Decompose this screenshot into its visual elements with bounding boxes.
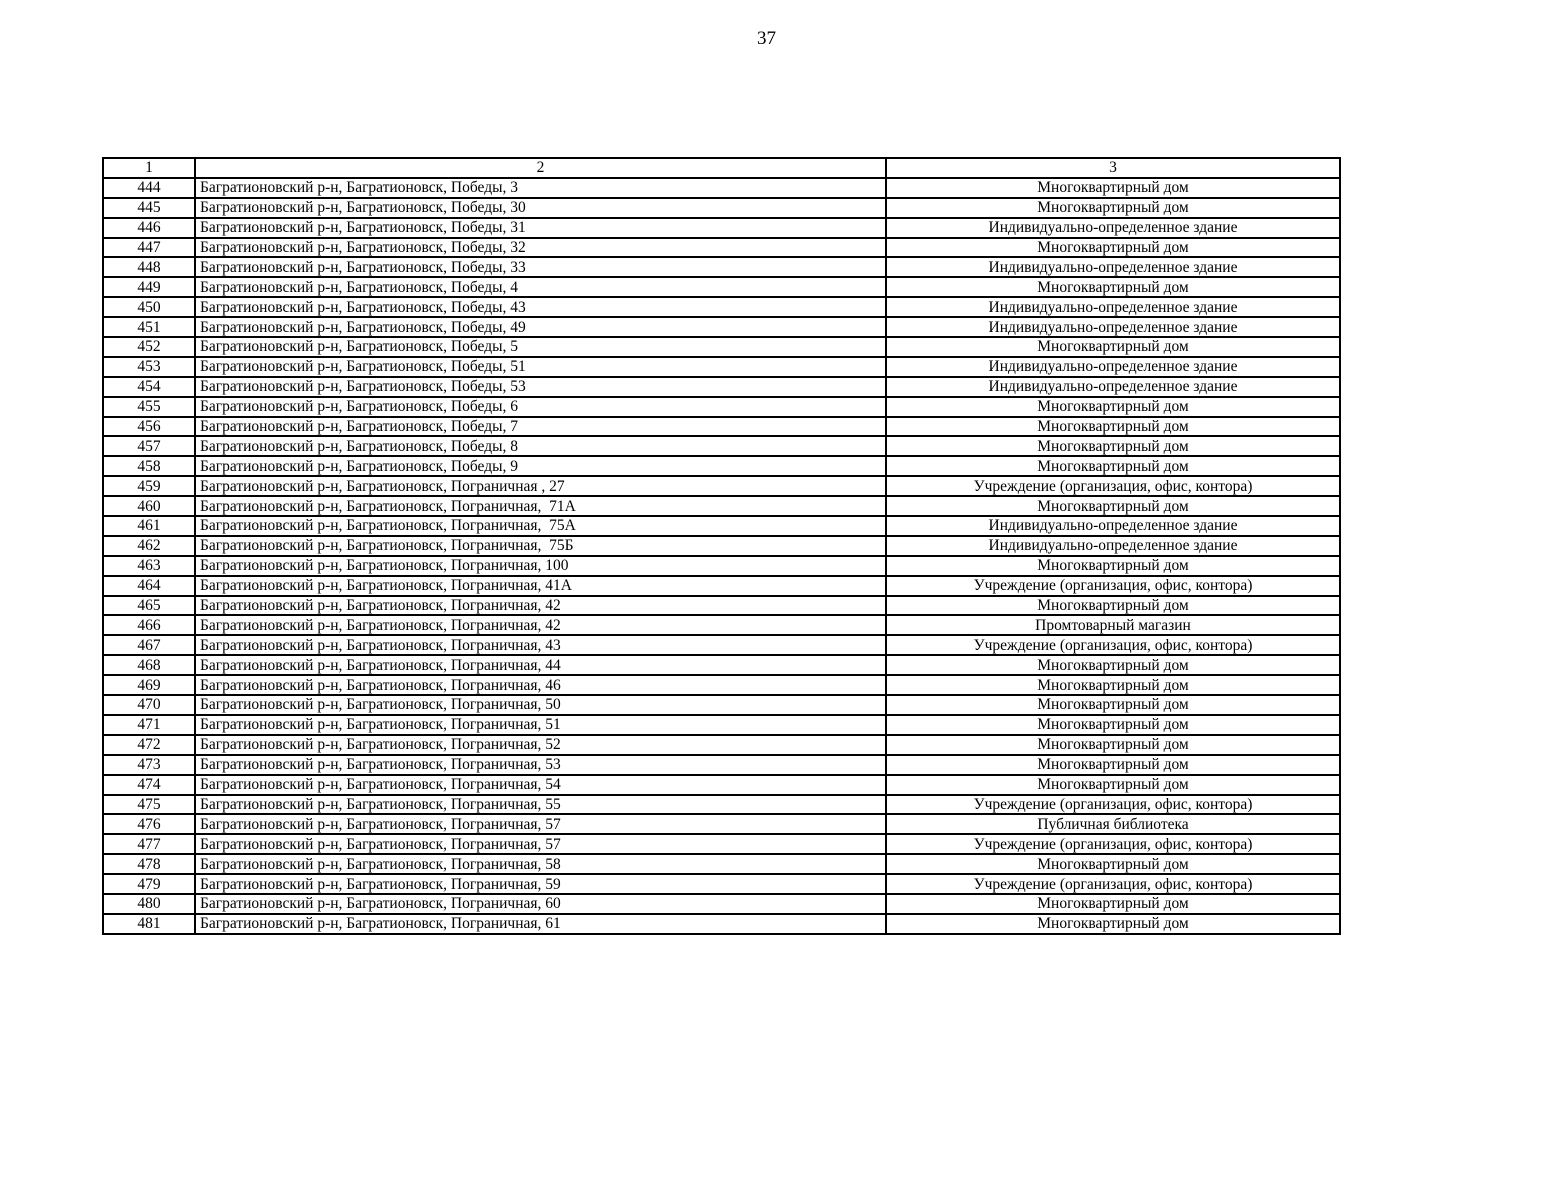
row-number-cell: 448: [103, 257, 195, 277]
row-number-cell: 470: [103, 695, 195, 715]
building-type-cell: Многоквартирный дом: [886, 675, 1340, 695]
building-type-cell: Многоквартирный дом: [886, 894, 1340, 914]
address-cell: Багратионовский р-н, Багратионовск, Пограничная, 51: [195, 715, 886, 735]
building-type-cell: Многоквартирный дом: [886, 735, 1340, 755]
address-cell: Багратионовский р-н, Багратионовск, Победы, 3: [195, 178, 886, 198]
address-cell: Багратионовский р-н, Багратионовск, Победы, 31: [195, 218, 886, 238]
building-type-cell: Многоквартирный дом: [886, 397, 1340, 417]
row-number-cell: 466: [103, 615, 195, 635]
row-number-cell: 456: [103, 417, 195, 437]
building-type-cell: Учреждение (организация, офис, контора): [886, 476, 1340, 496]
address-cell: Багратионовский р-н, Багратионовск, Пограничная, 53: [195, 755, 886, 775]
row-number-cell: 477: [103, 834, 195, 854]
address-cell: Багратионовский р-н, Багратионовск, Победы, 30: [195, 198, 886, 218]
address-cell: Багратионовский р-н, Багратионовск, Пограничная, 41А: [195, 576, 886, 596]
row-number-cell: 472: [103, 735, 195, 755]
row-number-cell: 444: [103, 178, 195, 198]
address-cell: Багратионовский р-н, Багратионовск, Пограничная, 43: [195, 635, 886, 655]
building-type-cell: Индивидуально-определенное здание: [886, 516, 1340, 536]
building-type-cell: Многоквартирный дом: [886, 715, 1340, 735]
building-type-cell: Многоквартирный дом: [886, 436, 1340, 456]
address-cell: Багратионовский р-н, Багратионовск, Победы, 49: [195, 317, 886, 337]
address-cell: Багратионовский р-н, Багратионовск, Пограничная, 46: [195, 675, 886, 695]
address-cell: Багратионовский р-н, Багратионовск, Пограничная , 27: [195, 476, 886, 496]
address-cell: Багратионовский р-н, Багратионовск, Пограничная, 58: [195, 854, 886, 874]
address-cell: Багратионовский р-н, Багратионовск, Победы, 4: [195, 277, 886, 297]
row-number-cell: 463: [103, 556, 195, 576]
header-cell-address: 2: [195, 158, 886, 178]
building-type-cell: Индивидуально-определенное здание: [886, 218, 1340, 238]
row-number-cell: 454: [103, 377, 195, 397]
row-number-cell: 451: [103, 317, 195, 337]
address-cell: Багратионовский р-н, Багратионовск, Пограничная, 42: [195, 615, 886, 635]
row-number-cell: 446: [103, 218, 195, 238]
table-row: [103, 655, 1340, 675]
table-row: [103, 596, 1340, 616]
table-row: [103, 357, 1340, 377]
row-number-cell: 449: [103, 277, 195, 297]
table-row: [103, 417, 1340, 437]
table-row: [103, 854, 1340, 874]
table-row: [103, 914, 1340, 934]
row-number-cell: 455: [103, 397, 195, 417]
table-row: [103, 456, 1340, 476]
building-type-cell: Многоквартирный дом: [886, 198, 1340, 218]
table-row: [103, 337, 1340, 357]
row-number-cell: 462: [103, 536, 195, 556]
table-row: [103, 814, 1340, 834]
row-number-cell: 480: [103, 894, 195, 914]
row-number-cell: 475: [103, 795, 195, 815]
row-number-cell: 465: [103, 596, 195, 616]
address-cell: Багратионовский р-н, Багратионовск, Пограничная, 75А: [195, 516, 886, 536]
row-number-cell: 461: [103, 516, 195, 536]
address-cell: Багратионовский р-н, Багратионовск, Пограничная, 54: [195, 775, 886, 795]
row-number-cell: 473: [103, 755, 195, 775]
building-type-cell: Индивидуально-определенное здание: [886, 536, 1340, 556]
address-cell: Багратионовский р-н, Багратионовск, Победы, 51: [195, 357, 886, 377]
row-number-cell: 469: [103, 675, 195, 695]
address-cell: Багратионовский р-н, Багратионовск, Пограничная, 57: [195, 814, 886, 834]
building-type-cell: Индивидуально-определенное здание: [886, 357, 1340, 377]
row-number-cell: 464: [103, 576, 195, 596]
building-type-cell: Индивидуально-определенное здание: [886, 377, 1340, 397]
address-cell: Багратионовский р-н, Багратионовск, Пограничная, 71А: [195, 496, 886, 516]
building-type-cell: Многоквартирный дом: [886, 755, 1340, 775]
building-type-cell: Индивидуально-определенное здание: [886, 317, 1340, 337]
header-cell-number: 1: [103, 158, 195, 178]
address-cell: Багратионовский р-н, Багратионовск, Победы, 43: [195, 297, 886, 317]
row-number-cell: 474: [103, 775, 195, 795]
table-row: [103, 695, 1340, 715]
building-type-cell: Многоквартирный дом: [886, 456, 1340, 476]
row-number-cell: 452: [103, 337, 195, 357]
building-type-cell: Учреждение (организация, офис, контора): [886, 576, 1340, 596]
building-type-cell: Учреждение (организация, офис, контора): [886, 874, 1340, 894]
address-cell: Багратионовский р-н, Багратионовск, Победы, 5: [195, 337, 886, 357]
table-row: [103, 795, 1340, 815]
table-row: [103, 675, 1340, 695]
address-cell: Багратионовский р-н, Багратионовск, Пограничная, 100: [195, 556, 886, 576]
address-cell: Багратионовский р-н, Багратионовск, Пограничная, 61: [195, 914, 886, 934]
registry-table: [102, 157, 1341, 935]
table-row: [103, 536, 1340, 556]
table-row: [103, 635, 1340, 655]
address-cell: Багратионовский р-н, Багратионовск, Пограничная, 42: [195, 596, 886, 616]
address-cell: Багратионовский р-н, Багратионовск, Победы, 6: [195, 397, 886, 417]
address-cell: Багратионовский р-н, Багратионовск, Победы, 32: [195, 238, 886, 258]
address-cell: Багратионовский р-н, Багратионовск, Победы, 8: [195, 436, 886, 456]
row-number-cell: 460: [103, 496, 195, 516]
table-row: [103, 436, 1340, 456]
building-type-cell: Многоквартирный дом: [886, 277, 1340, 297]
address-cell: Багратионовский р-н, Багратионовск, Пограничная, 57: [195, 834, 886, 854]
building-type-cell: Учреждение (организация, офис, контора): [886, 834, 1340, 854]
address-cell: Багратионовский р-н, Багратионовск, Пограничная, 75Б: [195, 536, 886, 556]
header-cell-type: 3: [886, 158, 1340, 178]
building-type-cell: Многоквартирный дом: [886, 695, 1340, 715]
building-type-cell: Публичная библиотека: [886, 814, 1340, 834]
table-row: [103, 755, 1340, 775]
building-type-cell: Индивидуально-определенное здание: [886, 297, 1340, 317]
building-type-cell: Многоквартирный дом: [886, 775, 1340, 795]
row-number-cell: 447: [103, 238, 195, 258]
row-number-cell: 476: [103, 814, 195, 834]
row-number-cell: 450: [103, 297, 195, 317]
table-row: [103, 735, 1340, 755]
building-type-cell: Многоквартирный дом: [886, 417, 1340, 437]
building-type-cell: Многоквартирный дом: [886, 178, 1340, 198]
table-row: [103, 476, 1340, 496]
building-type-cell: Многоквартирный дом: [886, 655, 1340, 675]
table-row: [103, 377, 1340, 397]
table-row: [103, 775, 1340, 795]
building-type-cell: Промтоварный магазин: [886, 615, 1340, 635]
table-row: [103, 178, 1340, 198]
row-number-cell: 478: [103, 854, 195, 874]
table-row: [103, 834, 1340, 854]
table-row: [103, 715, 1340, 735]
building-type-cell: Многоквартирный дом: [886, 496, 1340, 516]
table-row: [103, 556, 1340, 576]
building-type-cell: Многоквартирный дом: [886, 238, 1340, 258]
row-number-cell: 468: [103, 655, 195, 675]
building-type-cell: Многоквартирный дом: [886, 556, 1340, 576]
address-cell: Багратионовский р-н, Багратионовск, Победы, 9: [195, 456, 886, 476]
row-number-cell: 467: [103, 635, 195, 655]
table-row: [103, 218, 1340, 238]
row-number-cell: 453: [103, 357, 195, 377]
building-type-cell: Многоквартирный дом: [886, 854, 1340, 874]
building-type-cell: Многоквартирный дом: [886, 596, 1340, 616]
address-cell: Багратионовский р-н, Багратионовск, Пограничная, 60: [195, 894, 886, 914]
row-number-cell: 481: [103, 914, 195, 934]
row-number-cell: 479: [103, 874, 195, 894]
table-row: [103, 297, 1340, 317]
address-cell: Багратионовский р-н, Багратионовск, Победы, 33: [195, 257, 886, 277]
table-row: [103, 894, 1340, 914]
building-type-cell: Учреждение (организация, офис, контора): [886, 635, 1340, 655]
table-row: [103, 516, 1340, 536]
table-row: [103, 615, 1340, 635]
table-row: [103, 198, 1340, 218]
page-number: 37: [757, 28, 776, 49]
row-number-cell: 457: [103, 436, 195, 456]
table-row: [103, 496, 1340, 516]
address-cell: Багратионовский р-н, Багратионовск, Пограничная, 55: [195, 795, 886, 815]
building-type-cell: Многоквартирный дом: [886, 914, 1340, 934]
table-row: [103, 257, 1340, 277]
address-cell: Багратионовский р-н, Багратионовск, Пограничная, 52: [195, 735, 886, 755]
building-type-cell: Индивидуально-определенное здание: [886, 257, 1340, 277]
building-type-cell: Многоквартирный дом: [886, 337, 1340, 357]
row-number-cell: 471: [103, 715, 195, 735]
table-header-row: [103, 158, 1340, 178]
row-number-cell: 458: [103, 456, 195, 476]
table-row: [103, 238, 1340, 258]
table-row: [103, 317, 1340, 337]
table-row: [103, 397, 1340, 417]
building-type-cell: Учреждение (организация, офис, контора): [886, 795, 1340, 815]
address-cell: Багратионовский р-н, Багратионовск, Победы, 7: [195, 417, 886, 437]
table-row: [103, 576, 1340, 596]
table-row: [103, 874, 1340, 894]
address-cell: Багратионовский р-н, Багратионовск, Пограничная, 59: [195, 874, 886, 894]
address-cell: Багратионовский р-н, Багратионовск, Пограничная, 50: [195, 695, 886, 715]
row-number-cell: 459: [103, 476, 195, 496]
row-number-cell: 445: [103, 198, 195, 218]
address-cell: Багратионовский р-н, Багратионовск, Победы, 53: [195, 377, 886, 397]
table-row: [103, 277, 1340, 297]
address-cell: Багратионовский р-н, Багратионовск, Пограничная, 44: [195, 655, 886, 675]
